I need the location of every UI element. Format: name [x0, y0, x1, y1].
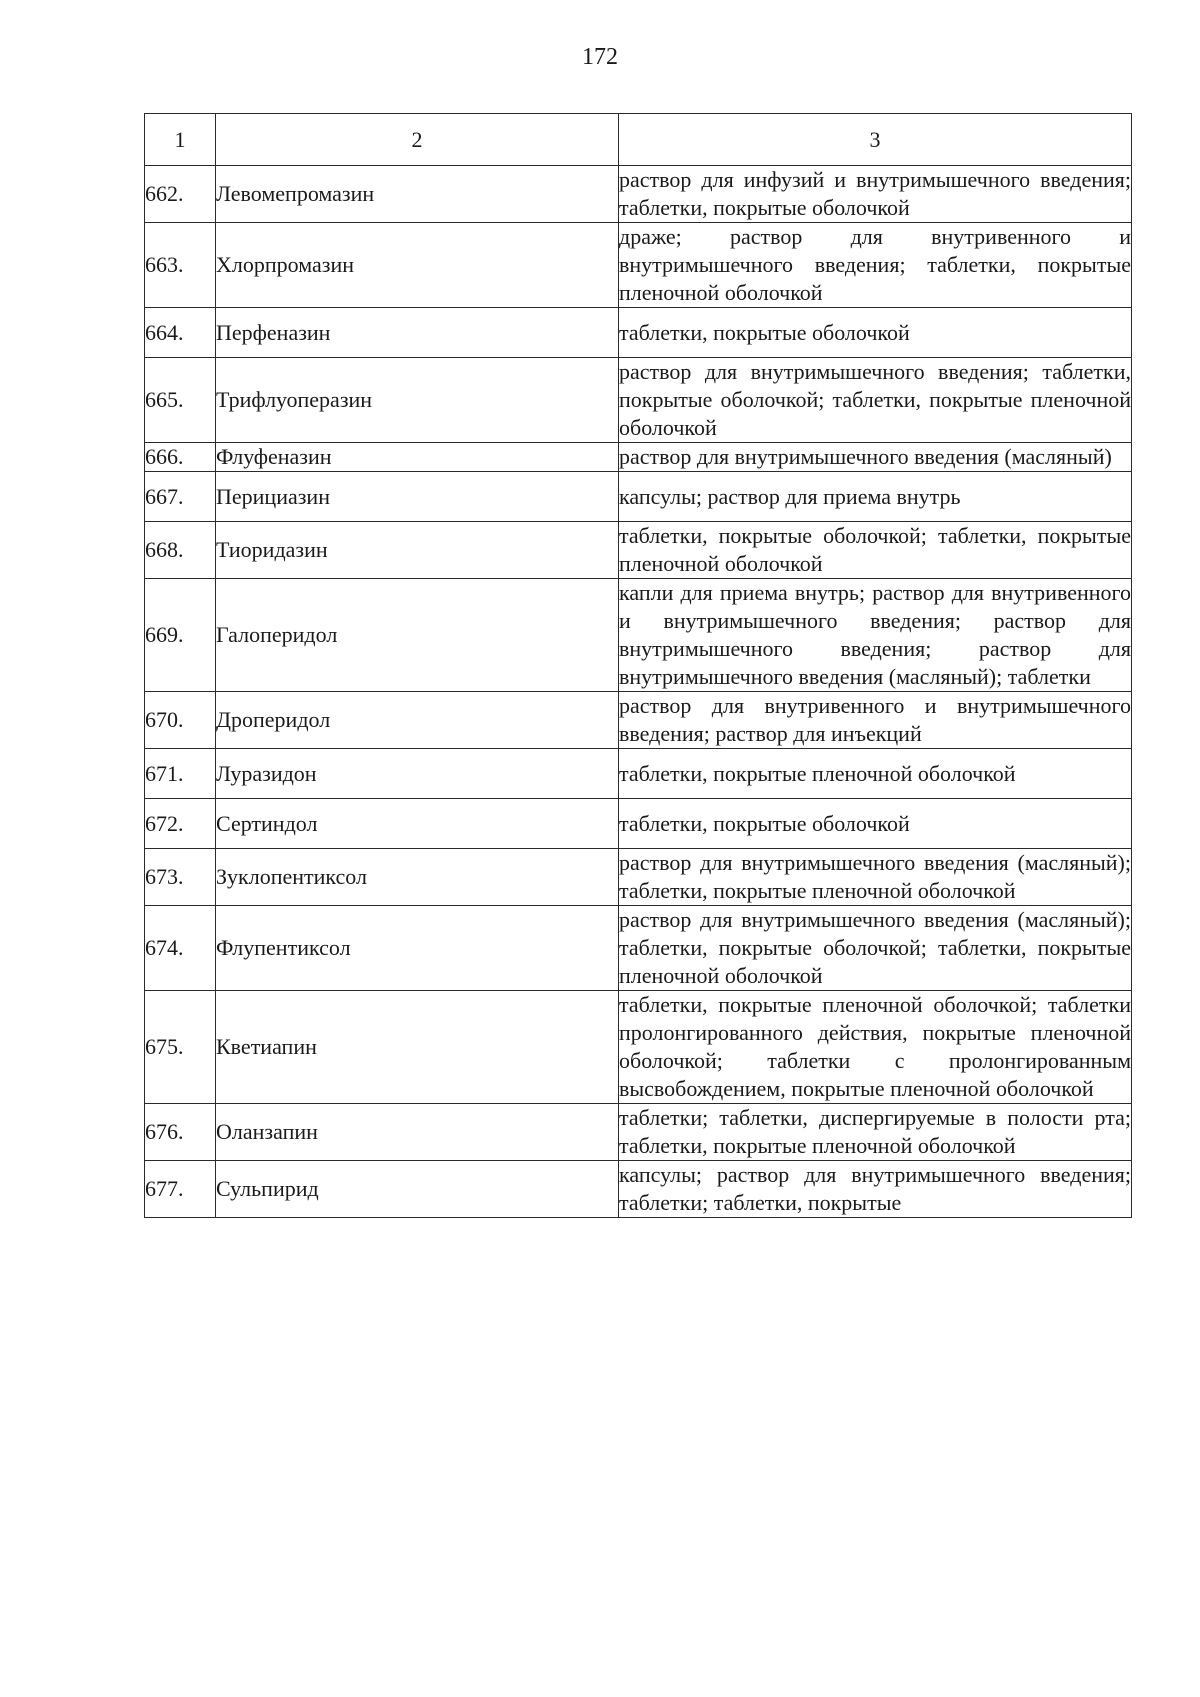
drug-name: Зуклопентиксол — [216, 849, 619, 906]
row-number: 665. — [145, 358, 216, 443]
table-row — [145, 991, 1132, 1104]
row-number: 666. — [145, 443, 216, 472]
dosage-form: таблетки, покрытые оболочкой; таблетки, покрытые пленочной оболочкой — [619, 522, 1132, 579]
drug-table — [144, 113, 1132, 1218]
column-header-2: 2 — [216, 114, 619, 166]
dosage-form: раствор для внутримышечного введения (масляный); таблетки, покрытые пленочной оболочкой — [619, 849, 1132, 906]
row-number: 670. — [145, 692, 216, 749]
drug-name: Флупентиксол — [216, 906, 619, 991]
dosage-form: таблетки, покрытые пленочной оболочкой — [619, 749, 1132, 799]
drug-name: Тиоридазин — [216, 522, 619, 579]
table-row — [145, 579, 1132, 692]
table-row — [145, 443, 1132, 472]
row-number: 676. — [145, 1104, 216, 1161]
drug-name: Трифлуоперазин — [216, 358, 619, 443]
drug-name: Галоперидол — [216, 579, 619, 692]
row-number: 671. — [145, 749, 216, 799]
dosage-form: капсулы; раствор для внутримышечного введения; таблетки; таблетки, покрытые — [619, 1161, 1132, 1218]
dosage-form: раствор для инфузий и внутримышечного введения; таблетки, покрытые оболочкой — [619, 166, 1132, 223]
row-number: 673. — [145, 849, 216, 906]
dosage-form: драже; раствор для внутривенного и внутримышечного введения; таблетки, покрытые пленочной оболочкой — [619, 223, 1132, 308]
column-header-1: 1 — [145, 114, 216, 166]
dosage-form: таблетки, покрытые пленочной оболочкой; таблетки пролонгированного действия, покрытые пленочной оболочкой; таблетки с пролонгированным высвобождением, покрытые пленочной оболочкой — [619, 991, 1132, 1104]
dosage-form: раствор для внутримышечного введения; таблетки, покрытые оболочкой; таблетки, покрытые пленочной оболочкой — [619, 358, 1132, 443]
table-row — [145, 223, 1132, 308]
table-row — [145, 749, 1132, 799]
drug-name: Оланзапин — [216, 1104, 619, 1161]
table-header-row — [145, 114, 1132, 166]
table-row — [145, 166, 1132, 223]
row-number: 674. — [145, 906, 216, 991]
table-row — [145, 308, 1132, 358]
drug-name: Дроперидол — [216, 692, 619, 749]
table-row — [145, 799, 1132, 849]
table-row — [145, 692, 1132, 749]
dosage-form: таблетки; таблетки, диспергируемые в полости рта; таблетки, покрытые пленочной оболочкой — [619, 1104, 1132, 1161]
row-number: 675. — [145, 991, 216, 1104]
drug-name: Флуфеназин — [216, 443, 619, 472]
drug-name: Сульпирид — [216, 1161, 619, 1218]
row-number: 667. — [145, 472, 216, 522]
drug-name: Кветиапин — [216, 991, 619, 1104]
dosage-form: капсулы; раствор для приема внутрь — [619, 472, 1132, 522]
row-number: 663. — [145, 223, 216, 308]
row-number: 677. — [145, 1161, 216, 1218]
dosage-form: таблетки, покрытые оболочкой — [619, 799, 1132, 849]
table-row — [145, 358, 1132, 443]
row-number: 668. — [145, 522, 216, 579]
drug-name: Хлорпромазин — [216, 223, 619, 308]
dosage-form: раствор для внутримышечного введения (масляный); таблетки, покрытые оболочкой; таблетки, покрытые пленочной оболочкой — [619, 906, 1132, 991]
row-number: 672. — [145, 799, 216, 849]
drug-name: Перфеназин — [216, 308, 619, 358]
table-row — [145, 1104, 1132, 1161]
drug-name: Перициазин — [216, 472, 619, 522]
row-number: 662. — [145, 166, 216, 223]
drug-name: Луразидон — [216, 749, 619, 799]
table-row — [145, 522, 1132, 579]
row-number: 664. — [145, 308, 216, 358]
drug-name: Сертиндол — [216, 799, 619, 849]
dosage-form: раствор для внутривенного и внутримышечного введения; раствор для инъекций — [619, 692, 1132, 749]
table-row — [145, 906, 1132, 991]
drug-name: Левомепромазин — [216, 166, 619, 223]
dosage-form: капли для приема внутрь; раствор для внутривенного и внутримышечного введения; раствор для внутримышечного введения; раствор для внутримышечного введения (масляный); таблетки — [619, 579, 1132, 692]
table-row — [145, 1161, 1132, 1218]
dosage-form: раствор для внутримышечного введения (масляный) — [619, 443, 1132, 472]
dosage-form: таблетки, покрытые оболочкой — [619, 308, 1132, 358]
row-number: 669. — [145, 579, 216, 692]
table-row — [145, 849, 1132, 906]
table-row — [145, 472, 1132, 522]
column-header-3: 3 — [619, 114, 1132, 166]
page-number: 172 — [582, 44, 618, 70]
